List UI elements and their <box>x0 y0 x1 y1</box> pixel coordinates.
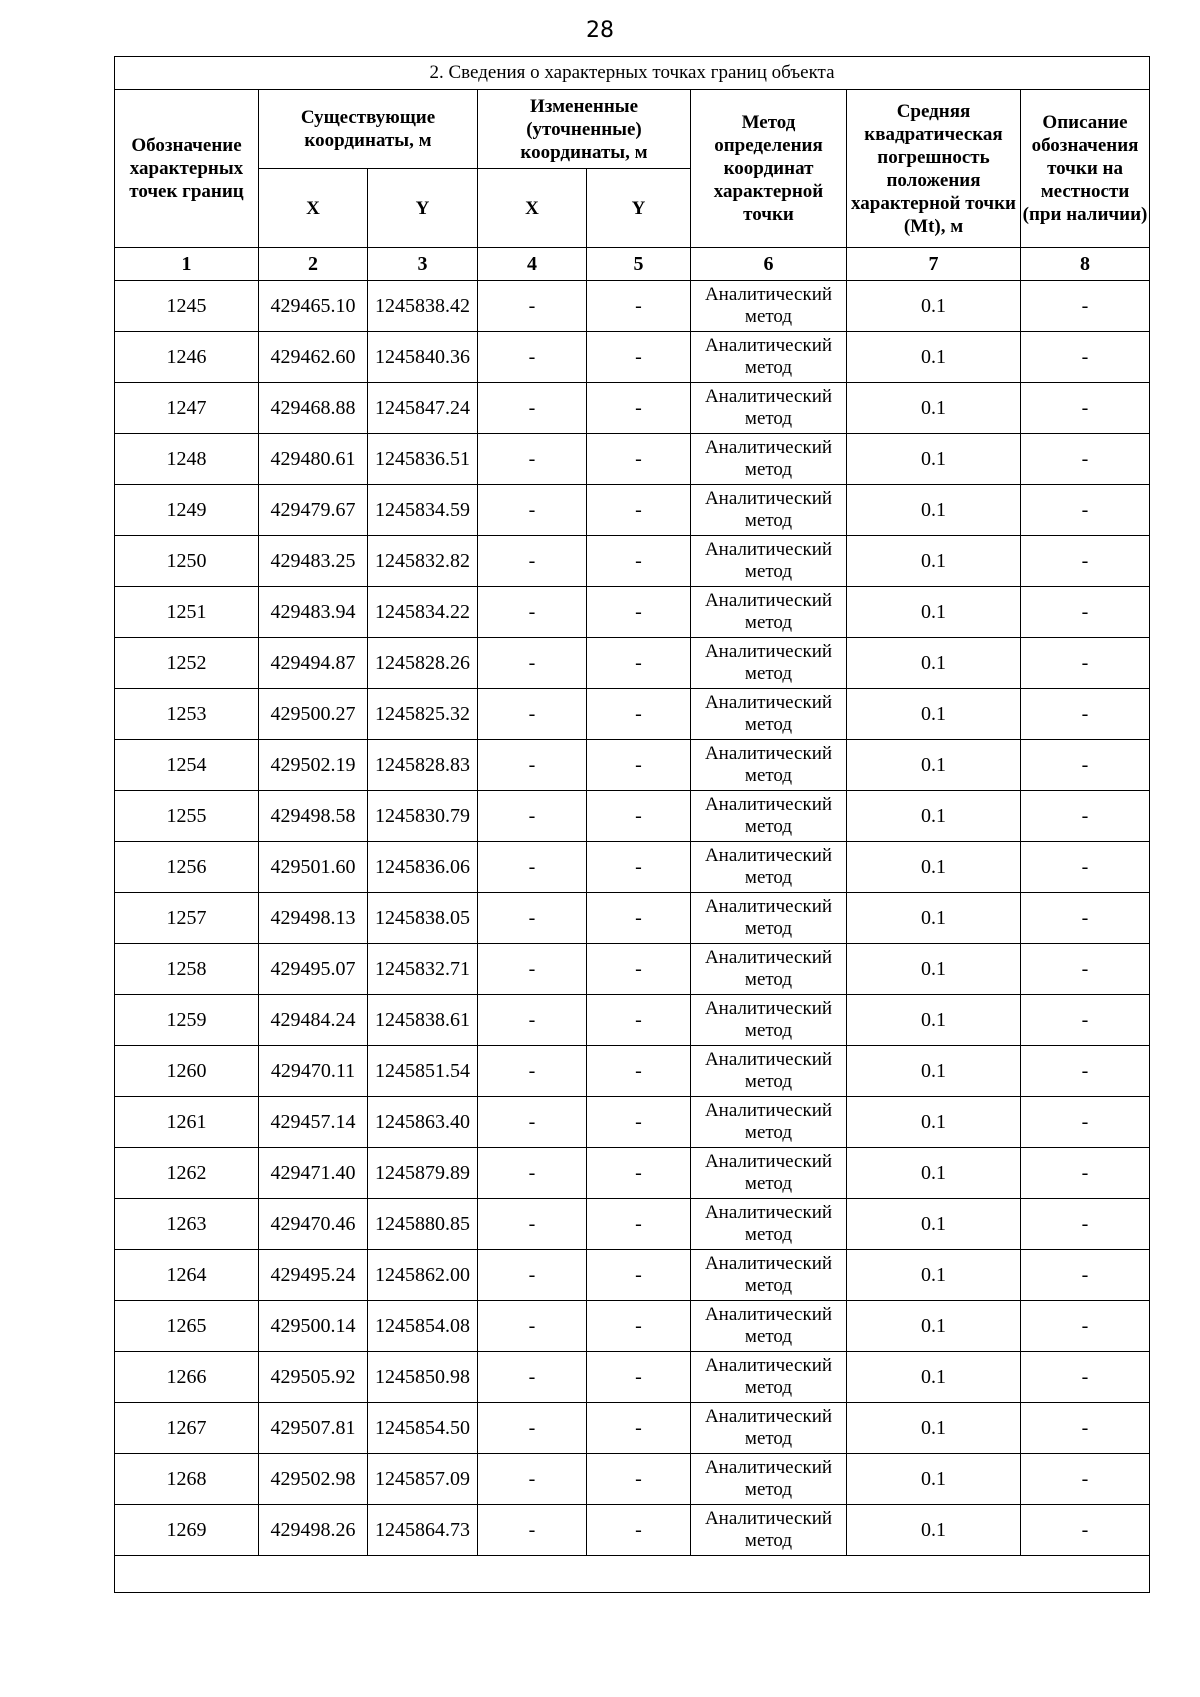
changed-x-cell: - <box>478 1199 587 1250</box>
point-id-cell: 1261 <box>115 1097 259 1148</box>
error-cell: 0.1 <box>847 791 1021 842</box>
changed-y-cell: - <box>587 587 691 638</box>
changed-y-cell: - <box>587 944 691 995</box>
existing-x-cell: 429494.87 <box>259 638 368 689</box>
changed-y-cell: - <box>587 1301 691 1352</box>
existing-y-cell: 1245830.79 <box>368 791 478 842</box>
changed-y-cell: - <box>587 1046 691 1097</box>
error-cell: 0.1 <box>847 281 1021 332</box>
point-id-cell: 1262 <box>115 1148 259 1199</box>
method-cell: Аналитический метод <box>691 1250 847 1301</box>
header-changed-x: X <box>478 169 587 248</box>
table-row <box>115 1097 1150 1148</box>
error-cell: 0.1 <box>847 1505 1021 1556</box>
table-row <box>115 587 1150 638</box>
description-cell: - <box>1021 689 1150 740</box>
table-row <box>115 1454 1150 1505</box>
existing-x-cell: 429484.24 <box>259 995 368 1046</box>
existing-y-cell: 1245879.89 <box>368 1148 478 1199</box>
table-row <box>115 638 1150 689</box>
table-row <box>115 536 1150 587</box>
column-number: 3 <box>368 248 478 281</box>
changed-x-cell: - <box>478 434 587 485</box>
existing-x-cell: 429502.98 <box>259 1454 368 1505</box>
existing-y-cell: 1245854.50 <box>368 1403 478 1454</box>
description-cell: - <box>1021 332 1150 383</box>
changed-y-cell: - <box>587 689 691 740</box>
point-id-cell: 1248 <box>115 434 259 485</box>
table-row <box>115 689 1150 740</box>
existing-y-cell: 1245834.22 <box>368 587 478 638</box>
error-cell: 0.1 <box>847 1097 1021 1148</box>
changed-y-cell: - <box>587 536 691 587</box>
existing-x-cell: 429468.88 <box>259 383 368 434</box>
method-cell: Аналитический метод <box>691 1301 847 1352</box>
description-cell: - <box>1021 485 1150 536</box>
point-id-cell: 1260 <box>115 1046 259 1097</box>
header-error: Средняя квадратическая погрешность положения характерной точки (Mt), м <box>847 90 1021 248</box>
description-cell: - <box>1021 791 1150 842</box>
changed-y-cell: - <box>587 1505 691 1556</box>
existing-x-cell: 429498.58 <box>259 791 368 842</box>
method-cell: Аналитический метод <box>691 944 847 995</box>
existing-x-cell: 429470.46 <box>259 1199 368 1250</box>
point-id-cell: 1251 <box>115 587 259 638</box>
existing-x-cell: 429498.13 <box>259 893 368 944</box>
changed-y-cell: - <box>587 485 691 536</box>
table-row <box>115 740 1150 791</box>
changed-x-cell: - <box>478 383 587 434</box>
method-cell: Аналитический метод <box>691 995 847 1046</box>
changed-y-cell: - <box>587 1454 691 1505</box>
changed-x-cell: - <box>478 893 587 944</box>
table-row <box>115 1403 1150 1454</box>
existing-x-cell: 429471.40 <box>259 1148 368 1199</box>
page-number: 28 <box>586 18 614 43</box>
error-cell: 0.1 <box>847 434 1021 485</box>
changed-x-cell: - <box>478 1352 587 1403</box>
method-cell: Аналитический метод <box>691 1097 847 1148</box>
existing-y-cell: 1245836.51 <box>368 434 478 485</box>
changed-x-cell: - <box>478 842 587 893</box>
section-title: 2. Сведения о характерных точках границ объекта <box>115 57 1150 90</box>
changed-y-cell: - <box>587 638 691 689</box>
changed-x-cell: - <box>478 1046 587 1097</box>
error-cell: 0.1 <box>847 1454 1021 1505</box>
error-cell: 0.1 <box>847 638 1021 689</box>
changed-x-cell: - <box>478 536 587 587</box>
method-cell: Аналитический метод <box>691 332 847 383</box>
error-cell: 0.1 <box>847 995 1021 1046</box>
table-row <box>115 332 1150 383</box>
point-id-cell: 1258 <box>115 944 259 995</box>
point-id-cell: 1247 <box>115 383 259 434</box>
point-id-cell: 1257 <box>115 893 259 944</box>
header-row-1 <box>115 90 1150 169</box>
description-cell: - <box>1021 893 1150 944</box>
error-cell: 0.1 <box>847 1148 1021 1199</box>
existing-y-cell: 1245836.06 <box>368 842 478 893</box>
point-id-cell: 1252 <box>115 638 259 689</box>
point-id-cell: 1268 <box>115 1454 259 1505</box>
empty-footer-row <box>115 1556 1150 1593</box>
description-cell: - <box>1021 995 1150 1046</box>
changed-x-cell: - <box>478 944 587 995</box>
method-cell: Аналитический метод <box>691 1403 847 1454</box>
point-id-cell: 1263 <box>115 1199 259 1250</box>
existing-x-cell: 429483.25 <box>259 536 368 587</box>
changed-x-cell: - <box>478 1301 587 1352</box>
changed-y-cell: - <box>587 1352 691 1403</box>
error-cell: 0.1 <box>847 1352 1021 1403</box>
existing-y-cell: 1245864.73 <box>368 1505 478 1556</box>
section-title-row <box>115 57 1150 90</box>
error-cell: 0.1 <box>847 485 1021 536</box>
description-cell: - <box>1021 1403 1150 1454</box>
changed-x-cell: - <box>478 995 587 1046</box>
description-cell: - <box>1021 281 1150 332</box>
existing-x-cell: 429470.11 <box>259 1046 368 1097</box>
changed-y-cell: - <box>587 1250 691 1301</box>
table-row <box>115 1301 1150 1352</box>
existing-x-cell: 429495.24 <box>259 1250 368 1301</box>
point-id-cell: 1265 <box>115 1301 259 1352</box>
error-cell: 0.1 <box>847 842 1021 893</box>
point-id-cell: 1264 <box>115 1250 259 1301</box>
method-cell: Аналитический метод <box>691 536 847 587</box>
existing-x-cell: 429500.14 <box>259 1301 368 1352</box>
changed-y-cell: - <box>587 893 691 944</box>
description-cell: - <box>1021 1199 1150 1250</box>
method-cell: Аналитический метод <box>691 1199 847 1250</box>
point-id-cell: 1249 <box>115 485 259 536</box>
method-cell: Аналитический метод <box>691 893 847 944</box>
point-id-cell: 1259 <box>115 995 259 1046</box>
header-changed-y: Y <box>587 169 691 248</box>
changed-x-cell: - <box>478 1250 587 1301</box>
changed-x-cell: - <box>478 587 587 638</box>
changed-y-cell: - <box>587 383 691 434</box>
changed-x-cell: - <box>478 791 587 842</box>
table-row <box>115 791 1150 842</box>
existing-x-cell: 429498.26 <box>259 1505 368 1556</box>
changed-x-cell: - <box>478 1454 587 1505</box>
existing-x-cell: 429479.67 <box>259 485 368 536</box>
table-row <box>115 434 1150 485</box>
table-row <box>115 485 1150 536</box>
description-cell: - <box>1021 1148 1150 1199</box>
table-row <box>115 383 1150 434</box>
description-cell: - <box>1021 1301 1150 1352</box>
header-changed-coords: Измененные (уточненные) координаты, м <box>478 90 691 169</box>
existing-y-cell: 1245838.61 <box>368 995 478 1046</box>
description-cell: - <box>1021 1454 1150 1505</box>
table-row <box>115 281 1150 332</box>
column-number: 4 <box>478 248 587 281</box>
column-number: 2 <box>259 248 368 281</box>
error-cell: 0.1 <box>847 1403 1021 1454</box>
existing-y-cell: 1245847.24 <box>368 383 478 434</box>
error-cell: 0.1 <box>847 944 1021 995</box>
error-cell: 0.1 <box>847 383 1021 434</box>
changed-y-cell: - <box>587 842 691 893</box>
method-cell: Аналитический метод <box>691 1148 847 1199</box>
existing-x-cell: 429457.14 <box>259 1097 368 1148</box>
method-cell: Аналитический метод <box>691 383 847 434</box>
changed-y-cell: - <box>587 1148 691 1199</box>
changed-y-cell: - <box>587 332 691 383</box>
method-cell: Аналитический метод <box>691 1046 847 1097</box>
existing-y-cell: 1245840.36 <box>368 332 478 383</box>
changed-y-cell: - <box>587 740 691 791</box>
column-number: 8 <box>1021 248 1150 281</box>
existing-y-cell: 1245838.05 <box>368 893 478 944</box>
existing-y-cell: 1245850.98 <box>368 1352 478 1403</box>
changed-y-cell: - <box>587 791 691 842</box>
changed-x-cell: - <box>478 281 587 332</box>
existing-y-cell: 1245880.85 <box>368 1199 478 1250</box>
existing-x-cell: 429507.81 <box>259 1403 368 1454</box>
method-cell: Аналитический метод <box>691 485 847 536</box>
empty-cell <box>115 1556 1150 1593</box>
method-cell: Аналитический метод <box>691 1505 847 1556</box>
existing-y-cell: 1245828.83 <box>368 740 478 791</box>
existing-x-cell: 429501.60 <box>259 842 368 893</box>
existing-x-cell: 429505.92 <box>259 1352 368 1403</box>
column-numbers-row <box>115 248 1150 281</box>
changed-x-cell: - <box>478 689 587 740</box>
description-cell: - <box>1021 740 1150 791</box>
point-id-cell: 1256 <box>115 842 259 893</box>
point-id-cell: 1267 <box>115 1403 259 1454</box>
changed-x-cell: - <box>478 1148 587 1199</box>
column-number: 5 <box>587 248 691 281</box>
column-number: 6 <box>691 248 847 281</box>
column-number: 1 <box>115 248 259 281</box>
existing-y-cell: 1245825.32 <box>368 689 478 740</box>
existing-x-cell: 429495.07 <box>259 944 368 995</box>
description-cell: - <box>1021 434 1150 485</box>
error-cell: 0.1 <box>847 740 1021 791</box>
method-cell: Аналитический метод <box>691 638 847 689</box>
table-row <box>115 893 1150 944</box>
point-id-cell: 1266 <box>115 1352 259 1403</box>
existing-y-cell: 1245863.40 <box>368 1097 478 1148</box>
existing-y-cell: 1245832.82 <box>368 536 478 587</box>
point-id-cell: 1255 <box>115 791 259 842</box>
method-cell: Аналитический метод <box>691 587 847 638</box>
header-existing-x: X <box>259 169 368 248</box>
existing-y-cell: 1245854.08 <box>368 1301 478 1352</box>
error-cell: 0.1 <box>847 536 1021 587</box>
method-cell: Аналитический метод <box>691 1352 847 1403</box>
method-cell: Аналитический метод <box>691 1454 847 1505</box>
changed-x-cell: - <box>478 485 587 536</box>
point-id-cell: 1254 <box>115 740 259 791</box>
error-cell: 0.1 <box>847 1250 1021 1301</box>
description-cell: - <box>1021 1250 1150 1301</box>
description-cell: - <box>1021 1352 1150 1403</box>
changed-y-cell: - <box>587 434 691 485</box>
description-cell: - <box>1021 944 1150 995</box>
description-cell: - <box>1021 842 1150 893</box>
method-cell: Аналитический метод <box>691 281 847 332</box>
table-row <box>115 1250 1150 1301</box>
changed-y-cell: - <box>587 1199 691 1250</box>
description-cell: - <box>1021 1097 1150 1148</box>
existing-y-cell: 1245862.00 <box>368 1250 478 1301</box>
changed-x-cell: - <box>478 332 587 383</box>
changed-y-cell: - <box>587 1097 691 1148</box>
existing-x-cell: 429483.94 <box>259 587 368 638</box>
method-cell: Аналитический метод <box>691 791 847 842</box>
method-cell: Аналитический метод <box>691 689 847 740</box>
changed-y-cell: - <box>587 995 691 1046</box>
existing-y-cell: 1245857.09 <box>368 1454 478 1505</box>
table-row <box>115 1148 1150 1199</box>
existing-y-cell: 1245851.54 <box>368 1046 478 1097</box>
point-id-cell: 1246 <box>115 332 259 383</box>
description-cell: - <box>1021 383 1150 434</box>
description-cell: - <box>1021 536 1150 587</box>
table-row <box>115 842 1150 893</box>
error-cell: 0.1 <box>847 1199 1021 1250</box>
description-cell: - <box>1021 638 1150 689</box>
error-cell: 0.1 <box>847 1046 1021 1097</box>
error-cell: 0.1 <box>847 689 1021 740</box>
point-id-cell: 1269 <box>115 1505 259 1556</box>
existing-y-cell: 1245838.42 <box>368 281 478 332</box>
description-cell: - <box>1021 1046 1150 1097</box>
error-cell: 0.1 <box>847 332 1021 383</box>
table-row <box>115 1199 1150 1250</box>
method-cell: Аналитический метод <box>691 740 847 791</box>
changed-x-cell: - <box>478 740 587 791</box>
error-cell: 0.1 <box>847 1301 1021 1352</box>
changed-x-cell: - <box>478 1505 587 1556</box>
point-id-cell: 1245 <box>115 281 259 332</box>
existing-x-cell: 429502.19 <box>259 740 368 791</box>
header-existing-y: Y <box>368 169 478 248</box>
existing-x-cell: 429462.60 <box>259 332 368 383</box>
column-number: 7 <box>847 248 1021 281</box>
changed-x-cell: - <box>478 1403 587 1454</box>
description-cell: - <box>1021 1505 1150 1556</box>
changed-x-cell: - <box>478 638 587 689</box>
point-id-cell: 1250 <box>115 536 259 587</box>
changed-y-cell: - <box>587 281 691 332</box>
existing-x-cell: 429465.10 <box>259 281 368 332</box>
error-cell: 0.1 <box>847 587 1021 638</box>
header-designation: Обозначение характерных точек границ <box>115 90 259 248</box>
existing-y-cell: 1245828.26 <box>368 638 478 689</box>
header-description: Описание обозначения точки на местности (при наличии) <box>1021 90 1150 248</box>
method-cell: Аналитический метод <box>691 842 847 893</box>
table-row <box>115 1352 1150 1403</box>
table-row <box>115 944 1150 995</box>
changed-y-cell: - <box>587 1403 691 1454</box>
error-cell: 0.1 <box>847 893 1021 944</box>
existing-x-cell: 429500.27 <box>259 689 368 740</box>
table-row <box>115 1505 1150 1556</box>
point-id-cell: 1253 <box>115 689 259 740</box>
table-row <box>115 1046 1150 1097</box>
boundary-points-table <box>114 56 1150 1593</box>
existing-y-cell: 1245834.59 <box>368 485 478 536</box>
description-cell: - <box>1021 587 1150 638</box>
changed-x-cell: - <box>478 1097 587 1148</box>
method-cell: Аналитический метод <box>691 434 847 485</box>
header-method: Метод определения координат характерной точки <box>691 90 847 248</box>
header-existing-coords: Существующие координаты, м <box>259 90 478 169</box>
existing-x-cell: 429480.61 <box>259 434 368 485</box>
existing-y-cell: 1245832.71 <box>368 944 478 995</box>
table-row <box>115 995 1150 1046</box>
